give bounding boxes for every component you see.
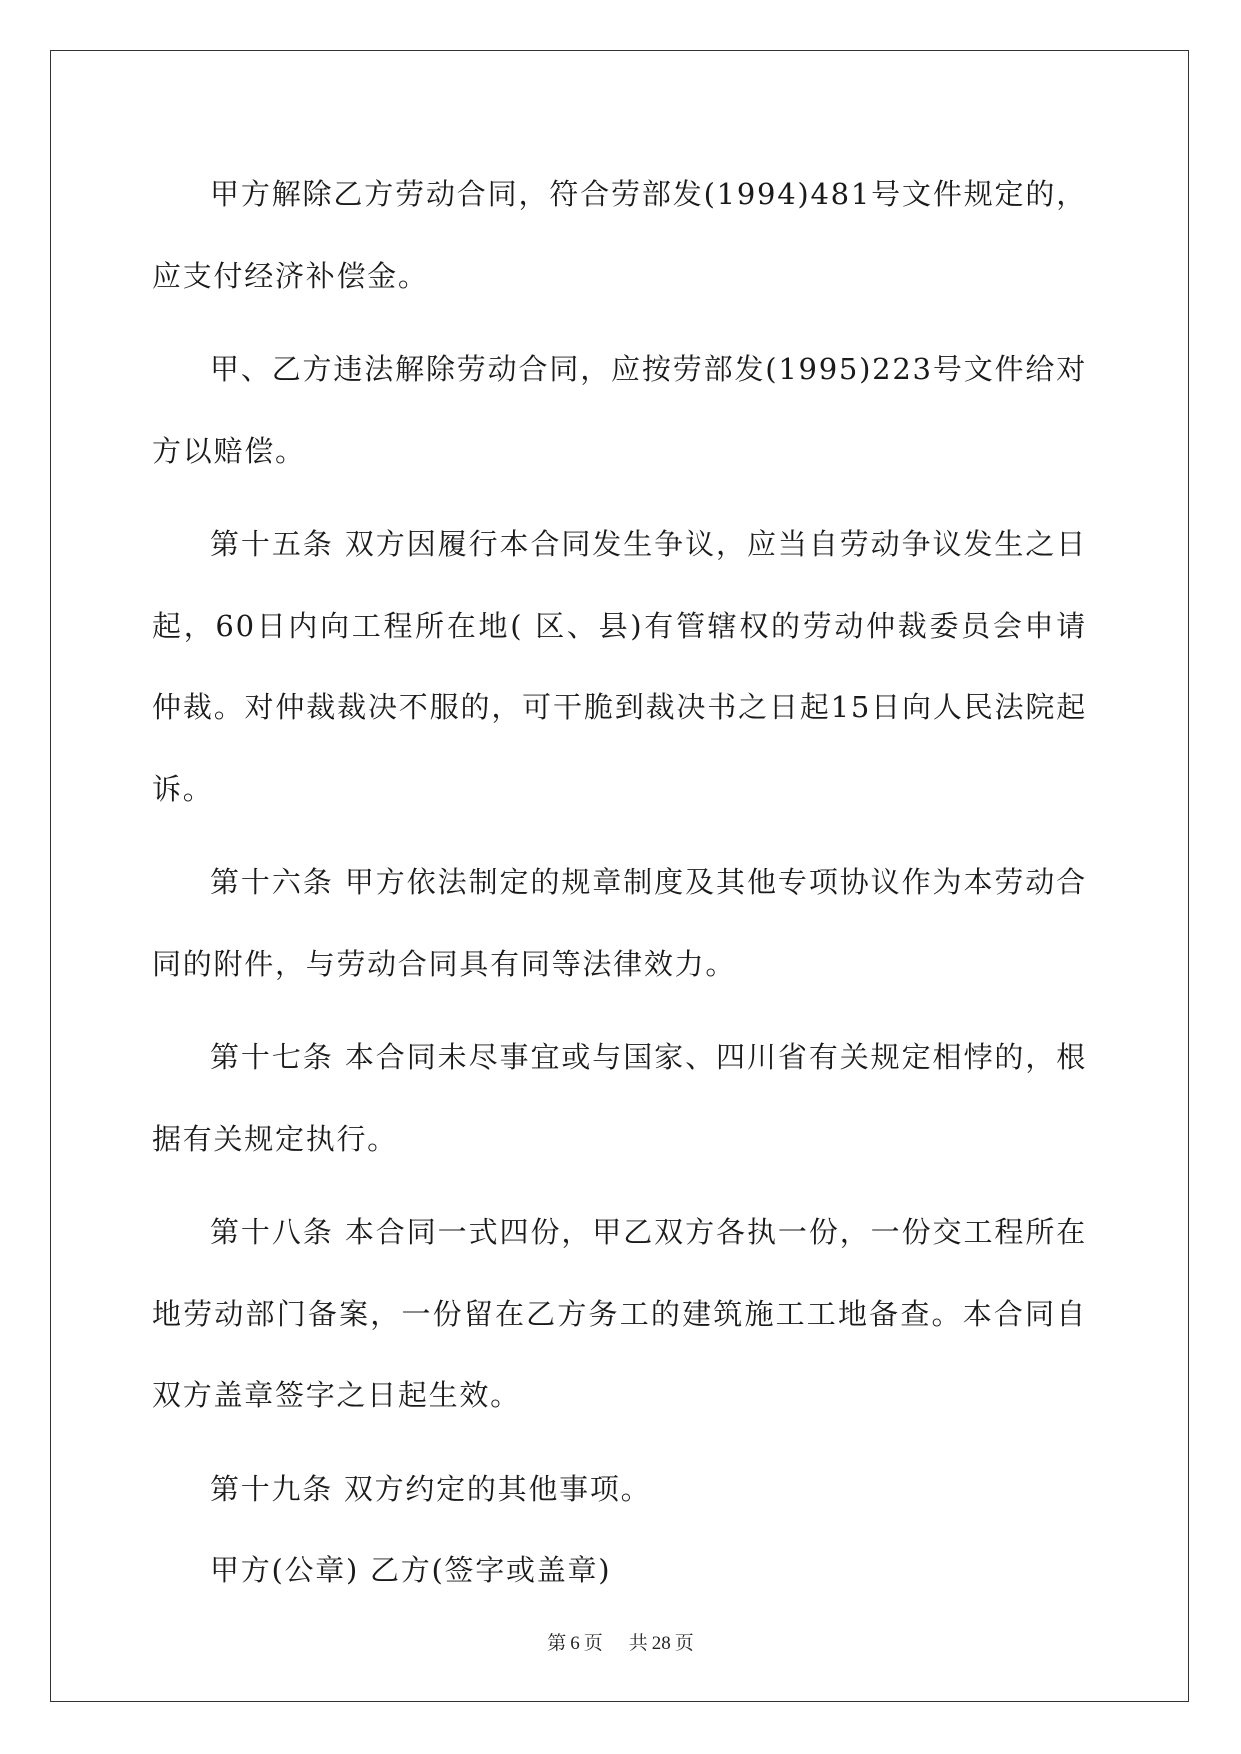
paragraph-article-16: 第十六条 甲方依法制定的规章制度及其他专项协议作为本劳动合同的附件，与劳动合同具有同等法律效力。 bbox=[152, 865, 1087, 981]
paragraph-article-17: 第十七条 本合同未尽事宜或与国家、四川省有关规定相悖的，根据有关规定执行。 bbox=[152, 1040, 1087, 1156]
paragraph-article-15: 第十五条 双方因履行本合同发生争议，应当自劳动争议发生之日起，60日内向工程所在地( 区、县)有管辖权的劳动仲裁委员会申请仲裁。对仲裁裁决不服的，可干脆到裁决书之日起15日向人民法院起诉。 bbox=[152, 527, 1087, 806]
total-pages: 28 bbox=[651, 1633, 671, 1654]
signature-line: 甲方(公章) 乙方(签字或盖章) bbox=[210, 1553, 612, 1587]
total-prefix: 共 bbox=[628, 1633, 648, 1654]
paragraph-severance: 甲方解除乙方劳动合同，符合劳部发(1994)481号文件规定的，应支付经济补偿金。 bbox=[152, 177, 1087, 293]
paragraph-illegal-termination: 甲、乙方违法解除劳动合同，应按劳部发(1995)223号文件给对方以赔偿。 bbox=[152, 352, 1087, 468]
document-body bbox=[152, 154, 1087, 1612]
page-footer bbox=[0, 1628, 1241, 1655]
paragraph-article-19: 第十九条 双方约定的其他事项。 bbox=[210, 1471, 652, 1506]
paragraph-article-18: 第十八条 本合同一式四份，甲乙双方各执一份，一份交工程所在地劳动部门备案，一份留在乙方务工的建筑施工工地备查。本合同自双方盖章签字之日起生效。 bbox=[152, 1215, 1087, 1412]
page-number: 6 bbox=[570, 1633, 580, 1654]
page-suffix: 页 bbox=[583, 1633, 603, 1654]
total-suffix: 页 bbox=[674, 1633, 694, 1654]
page-prefix: 第 bbox=[547, 1633, 567, 1654]
